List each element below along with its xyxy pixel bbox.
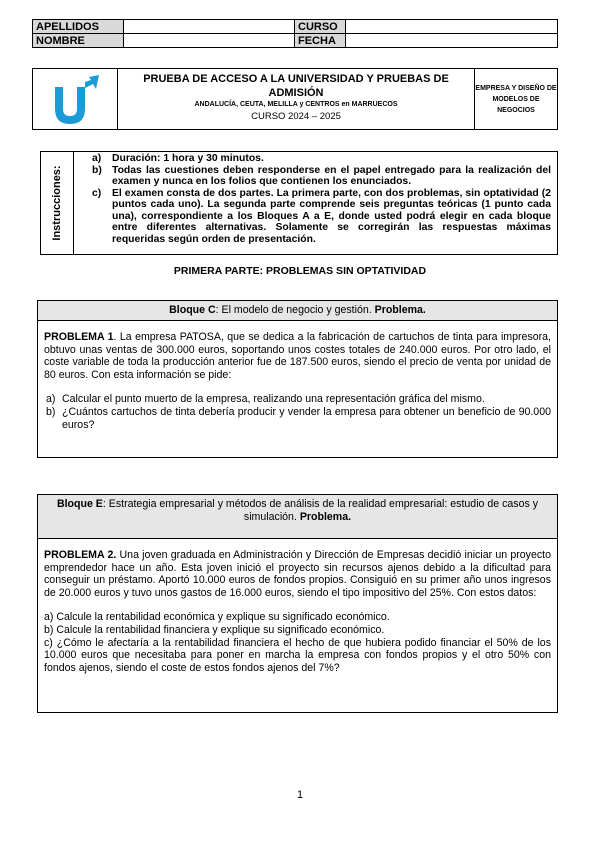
instructions-label: Instrucciones: [51, 165, 63, 241]
nombre-label: NOMBRE [33, 34, 124, 48]
block-c [37, 300, 558, 458]
fecha-field[interactable] [346, 34, 558, 48]
apellidos-label: APELLIDOS [33, 20, 124, 34]
u-logo-icon [33, 69, 117, 129]
block-e [37, 494, 558, 713]
fecha-label: FECHA [295, 34, 346, 48]
list-item: a) Calcular el punto muerto de la empresa, realizando una representación gráfica del mismo. [46, 393, 485, 406]
list-item: c) ¿Cómo le afectaría a la rentabilidad financiera el hecho de que hubiera podido financiar el 50% de los 10.000 euros que necesitaba para poner en marcha la empresa con fondos propios y el otro 50% con fondos ajenos, siendo el coste de estos fondos ajenos del 7%? [44, 636, 551, 674]
page-number: 1 [296, 789, 304, 801]
problem-1-statement: PROBLEMA 1. La empresa PATOSA, que se dedica a la fabricación de cartuchos de tinta para impresora, obtuvo unas ventas de 300.000 euros, soportando unos costes totales de 240.000 euros. Por otro lado, el coste variable de toda la producción anterior fue de 187.500 euros, siendo el precio de venta por unidad de 80 euros. Con esta información se pide: [44, 331, 551, 381]
student-id-table [32, 19, 558, 48]
exam-title: PRUEBA DE ACCESO A LA UNIVERSIDAD Y PRUEBAS DE ADMISIÓN [143, 73, 449, 99]
list-item: b) ¿Cuántos cartuchos de tinta debería producir y vender la empresa para obtener un beneficio de 90.000 euros? [46, 405, 551, 431]
exam-subject: EMPRESA Y DISEÑO DE MODELOS DE NEGOCIOS [475, 84, 557, 114]
block-e-header: Bloque E: Estrategia empresarial y métodos de análisis de la realidad empresarial: estudio de casos y simulación. Problema. [38, 495, 557, 539]
instruction-item: c) El examen consta de dos partes. La primera parte, con dos problemas, sin optatividad (2 puntos cada uno). La segunda parte comprende seis preguntas teóricas (1 punto cada una), correspondiente a los Bloques A a E, donde usted podrá elegir en cada bloque entre diferentes alternativas. Solamente se corregirán las respuestas máximas requeridas según orden de presentación. [92, 187, 551, 245]
instruction-item: a) Duración: 1 hora y 30 minutos. [92, 153, 264, 164]
exam-region: ANDALUCÍA, CEUTA, MELILLA y CENTROS en MARRUECOS [194, 101, 398, 108]
exam-header [32, 68, 558, 130]
list-item: b) Calcule la rentabilidad financiera y explique su significado económico. [44, 623, 385, 636]
instruction-item: b) Todas las cuestiones deben responderse en el papel entregado para la realización del examen y nunca en los folios que contienen los enunciados. [92, 164, 551, 187]
block-c-header: Bloque C: El modelo de negocio y gestión. Problema. [38, 301, 557, 321]
nombre-field[interactable] [124, 34, 295, 48]
apellidos-field[interactable] [124, 20, 295, 34]
list-item: a) Calcule la rentabilidad económica y explique su significado económico. [44, 611, 390, 624]
curso-field[interactable] [346, 20, 558, 34]
university-logo [33, 69, 118, 129]
curso-label: CURSO [295, 20, 346, 34]
problem-2-statement: PROBLEMA 2. Una joven graduada en Administración y Dirección de Empresas decidió iniciar un proyecto emprendedor hace un año. Esta joven inició el proyecto sin recursos ajenos debido a la dificultad para conseguir un préstamo. Aportó 10.000 euros de fondos propios. Consiguió en su primer año unos ingresos de 20.000 euros y tuvo unos gastos de 16.000 euros, siendo el tipo impositivo del 25%. Con estos datos: [44, 549, 551, 599]
instructions-box [40, 151, 558, 255]
part-title: PRIMERA PARTE: PROBLEMAS SIN OPTATIVIDAD [173, 265, 427, 277]
exam-course: CURSO 2024 – 2025 [251, 111, 341, 122]
